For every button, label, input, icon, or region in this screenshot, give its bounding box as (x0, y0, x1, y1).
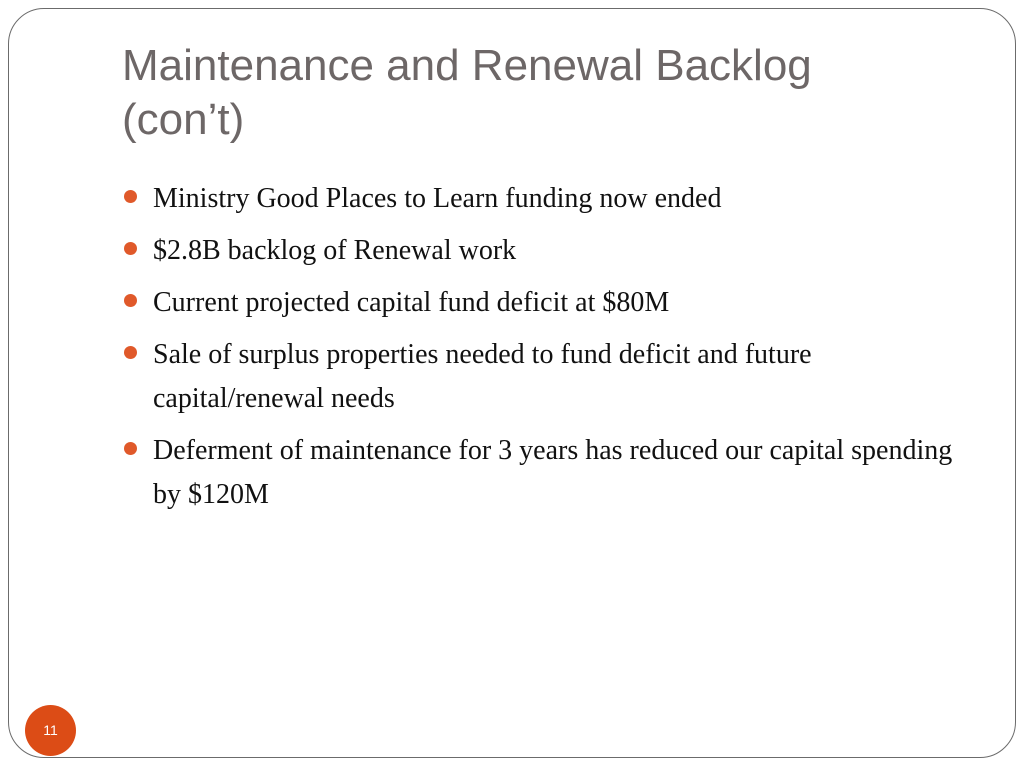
bullet-text: Sale of surplus properties needed to fund deficit and future capital/renewal needs (153, 339, 812, 414)
bullet-text: $2.8B backlog of Renewal work (153, 235, 517, 266)
bullet-dot-icon (124, 442, 137, 455)
slide-title-line-1: Maintenance and Renewal Backlog (122, 41, 812, 90)
slide-title-line-2: (con’t) (122, 95, 245, 144)
bullet-item (124, 429, 964, 517)
slide-title (122, 39, 962, 147)
slide (8, 8, 1016, 758)
bullet-dot-icon (124, 190, 137, 203)
page-number-badge: 11 (25, 705, 76, 756)
bullet-dot-icon (124, 294, 137, 307)
bullet-item (124, 333, 964, 421)
bullet-dot-icon (124, 346, 137, 359)
bullet-list (124, 177, 964, 525)
bullet-text: Ministry Good Places to Learn funding now ended (153, 183, 722, 214)
bullet-item (124, 281, 964, 325)
bullet-dot-icon (124, 242, 137, 255)
bullet-text: Current projected capital fund deficit at $80M (153, 287, 670, 318)
bullet-text: Deferment of maintenance for 3 years has reduced our capital spending by $120M (153, 435, 953, 510)
bullet-item (124, 177, 964, 221)
bullet-item (124, 229, 964, 273)
